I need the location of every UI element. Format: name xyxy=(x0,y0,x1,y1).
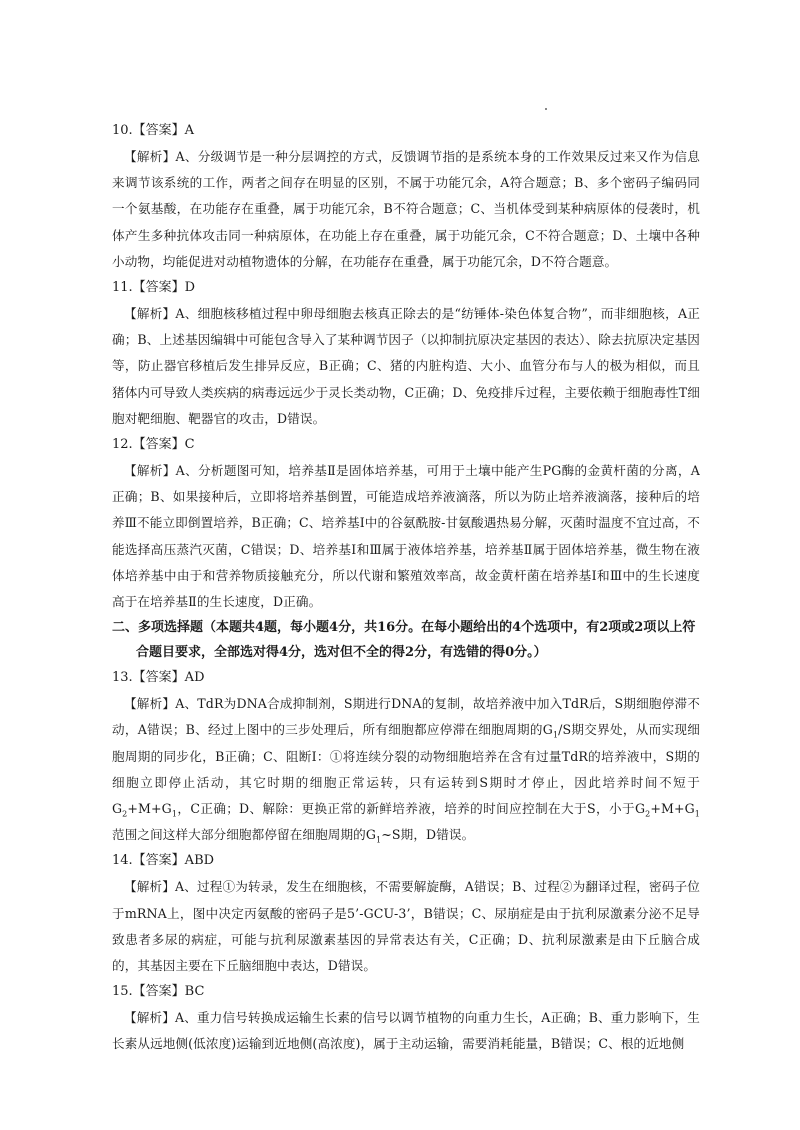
q11-analysis: 【解析】A、细胞核移植过程中卵母细胞去核真正除去的是“纺锤体-染色体复合物”，而非细胞核，A正确；B、上述基因编辑中可能包含导入了某种调节因子（以抑制抗原决定基因的表达）、除去抗原决定基因等，防止器官移植后发生排异反应，B正确；C、猪的内脏构造、大小、血管分布与人的极为相似，而且猪体内可导致人类疾病的病毒远远少于灵长类动物，C正确；D、免疫排斥过程，主要依赖于细胞毒性T细胞对靶细胞、靶器官的攻击，D错误。 xyxy=(112,306,700,426)
q13-sub-4: 2 xyxy=(645,809,651,819)
q15-analysis: 【解析】A、重力信号转换成运输生长素的信号以调节植物的向重力生长，A正确；B、重力影响下，生长素从远地侧(低浓度)运输到近地侧(高浓度)，属于主动运输，需要消耗能量，B错误；C、根的近地侧 xyxy=(112,1010,700,1052)
q13-text-f: 范围之间这样大部分细胞都停留在细胞周期的G xyxy=(112,827,377,843)
q10-answer: 10.【答案】A xyxy=(112,123,195,138)
section-2-heading: 二、多项选择题（本题共4题，每小题4分，共16分。在每小题给出的4个选项中，有2项或2项以上符合题目要求，全部选对得4分，选对但不全的得2分，有选错的得0分。） xyxy=(112,620,696,661)
q11-answer: 11.【答案】D xyxy=(112,280,196,296)
q12-analysis: 【解析】A、分析题图可知，培养基Ⅱ是固体培养基，可用于土壤中能产生PG酶的金黄杆菌的分离，A正确；B、如果接种后，立即将培养基倒置，可能造成培养液滴落，所以为防止培养液滴落，接种后的培养Ⅲ不能立即倒置培养，B正确；C、培养基Ⅰ中的谷氨酰胺-甘氨酸遇热易分解，灭菌时温度不宜过高，不能选择高压蒸汽灭菌，C错误；D、培养基Ⅰ和Ⅲ属于液体培养基，培养基Ⅱ属于固体培养基，微生物在液体培养基中由于和营养物质接触充分，所以代谢和繁殖效率高，故金黄杆菌在培养基Ⅰ和Ⅲ中的生长速度高于在培养基Ⅱ的生长速度，D正确。 xyxy=(112,463,700,610)
q14-analysis: 【解析】A、过程①为转录，发生在细胞核，不需要解旋酶，A错误；B、过程②为翻译过程，密码子位于mRNA上，图中决定丙氨酸的密码子是5’-GCU-3’，B错误；C、尿崩症是由于抗利尿激素分泌不足导致患者多尿的病症，可能与抗利尿激素基因的异常表达有关，C正确；D、抗利尿激素是由下丘脑合成的，其基因主要在下丘脑细胞中表达，D错误。 xyxy=(112,879,700,974)
q15-answer: 15.【答案】BC xyxy=(112,984,205,1000)
q14-answer: 14.【答案】ABD xyxy=(112,853,215,869)
q13-text-g: ~S期，D错误。 xyxy=(381,827,475,843)
q13-text-b: /S期交界处，从而实现细胞周期的同步化，B正确；C、阻断Ⅰ：①将连续分裂的动物细胞培养在含有过量TdR的培养液中，S期的细胞立即停止活动，其它时期的细胞正常运转，只有运转到S期时才停止，因此培养时间不短于G xyxy=(112,722,700,817)
q13-text-d: ，C正确；D、解除：更换正常的新鲜培养液，培养的时间应控制在大于S，小于G xyxy=(177,801,646,817)
q12-answer: 12.【答案】C xyxy=(112,437,195,453)
q13-sub-1: 1 xyxy=(552,730,559,740)
q13-sub-3: 1 xyxy=(171,809,178,819)
q13-answer: 13.【答案】AD xyxy=(112,670,205,686)
scan-speck xyxy=(545,108,547,110)
q13-sub-2: 2 xyxy=(122,809,128,819)
q10-analysis: 【解析】A、分级调节是一种分层调控的方式，反馈调节指的是系统本身的工作效果反过来又作为信息来调节该系统的工作，两者之间存在明显的区别，不属于功能冗余，A符合题意；B、多个密码子编码同一个氨基酸，在功能存在重叠，属于功能冗余，B不符合题意；C、当机体受到某种病原体的侵袭时，机体产生多种抗体攻击同一种病原体，在功能上存在重叠，属于功能冗余，C不符合题意；D、土壤中各种小动物，均能促进对动植物遗体的分解，在功能存在重叠，属于功能冗余，D不符合题意。 xyxy=(112,149,700,269)
q13-text-a: 【解析】A、TdR为DNA合成抑制剂，S期进行DNA的复制，故培养液中加入TdR后，S期细胞停滞不动，A错误；B、经过上图中的三步处理后，所有细胞都应停滞在细胞周期的G xyxy=(112,696,700,738)
answer-content xyxy=(112,118,700,1058)
q13-sub-5: 1 xyxy=(694,809,700,819)
q13-analysis xyxy=(112,691,700,848)
q13-text-c: +M+G xyxy=(127,801,172,817)
q13-text-e: +M+G xyxy=(650,801,695,817)
q13-sub-6: 1 xyxy=(376,835,382,845)
